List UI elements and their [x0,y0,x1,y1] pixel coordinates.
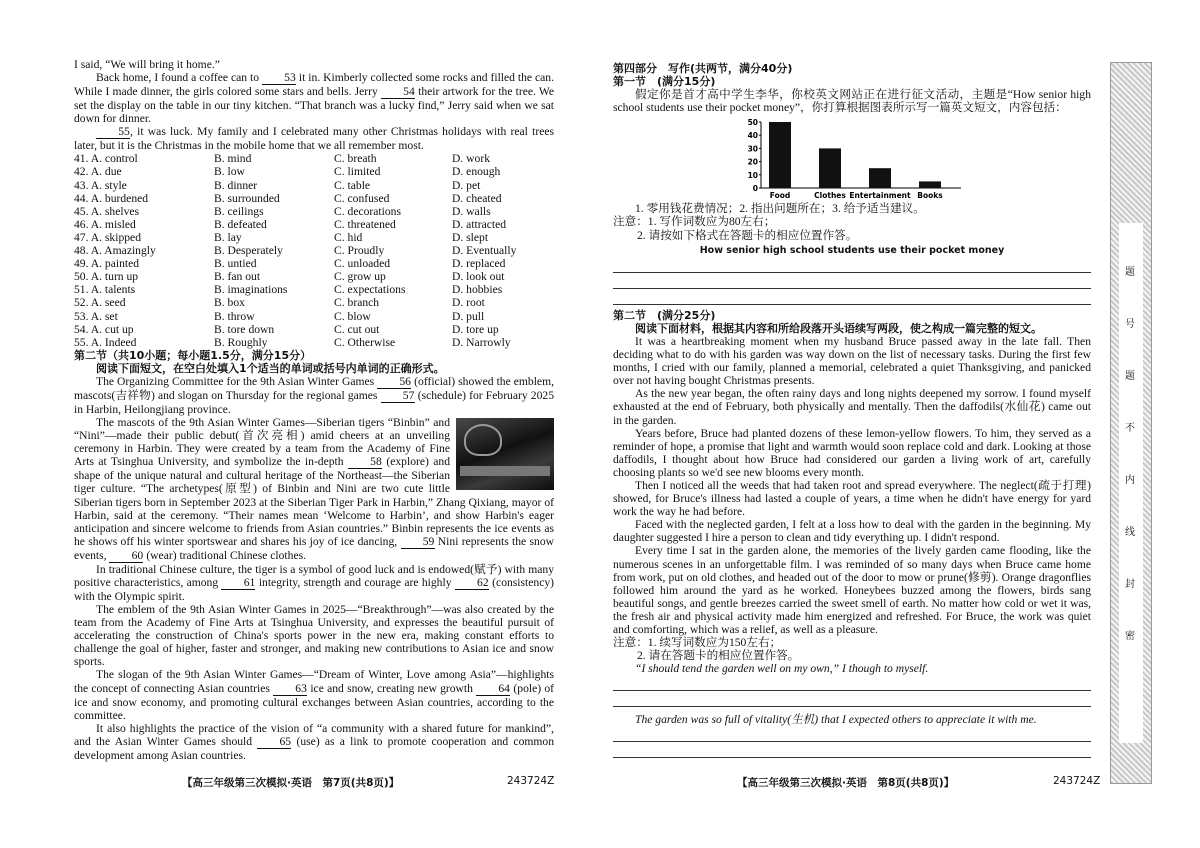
option-a[interactable]: 55. A. Indeed [74,335,137,349]
answer-line[interactable] [613,275,1091,289]
para-intro: I said, “We will bring it home.” [74,58,220,71]
option-b[interactable]: B. ceilings [214,204,264,218]
y-tick-label: 20 [747,157,758,167]
article-para-4: The emblem of the 9th Asian Winter Games in 2025—“Breakthrough”—was also created by the team from the Academy of Fine Arts at Tsinghua University, and expresses the beautiful pursuit of accelerating the construction of China's sports power in the new era, making constant efforts to challenge the goal of higher, faster and stronger, and making new contributions to Asian ice and snow sports. [74,603,554,669]
para-back-home: Back home, I found a coffee can to 53 it in. Kimberly collected some rocks and filled the can. While I made dinner, the girls colored some stars and bells. Jerry 54 their artwork for the tree. We set the display on the table in our tiny kitchen. “That branch was a lucky find,” Jerry said when we sat down for dinner. [74,71,555,126]
question-row [74,152,554,165]
question-row [74,296,554,309]
reading-para-2: As the new year began, the often rainy days and long nights deepened my sorrow. I found myself exhausted at the end of February, both physically and mentally. Then the daffodils(水仙花) came out in the garden. [613,387,1091,427]
answer-line[interactable] [613,728,1091,742]
question-row [74,323,554,336]
option-d[interactable]: D. work [452,152,490,166]
option-a[interactable]: 44. A. burdened [74,191,149,205]
question-row [74,283,554,296]
option-a[interactable]: 54. A. cut up [74,322,134,336]
option-c[interactable]: C. confused [334,191,390,205]
y-tick-label: 0 [752,184,758,194]
para-luck: 55, it was luck. My family and I celebrated many other Christmas holidays with real trees later, but it is the Christmas in the mobile home that we all remember most. [74,125,554,153]
strip-char: 号 [1125,319,1135,330]
option-c[interactable]: C. Otherwise [334,335,396,349]
option-a[interactable]: 53. A. set [74,309,118,323]
question-row [74,205,554,218]
option-b[interactable]: B. box [214,296,245,310]
option-d[interactable]: D. root [452,296,485,310]
continuation-note-label: 注意： [613,636,648,650]
y-tick-label: 40 [747,131,758,141]
option-c[interactable]: C. threatened [334,217,396,231]
reading-para-1: It was a heartbreaking moment when my husband Bruce passed away in the late fall. Then deciding what to do with his garden was way down on the list of necessary tasks. During the first few months, I cried with our family, planned a memorial, celebrated a quiet Thanksgiving, and panicked over not having bought Christmas presents. [613,334,1091,388]
option-b[interactable]: B. dinner [214,178,258,192]
blank-59[interactable]: 59 [401,536,435,549]
strip-char: 内 [1125,475,1135,486]
essay-title: How senior high school students use their pocket money [699,244,1005,256]
option-d[interactable]: D. Eventually [452,244,517,258]
option-b[interactable]: B. defeated [214,217,267,231]
option-a[interactable]: 50. A. turn up [74,270,139,284]
article-para-3: In traditional Chinese culture, the tiger is a symbol of good luck and is endowed(赋予) with many positive characteristics, among 61 integrity, strength and courage are highly 62 (consistency) with the Olympic spirit. [74,562,554,603]
option-d[interactable]: D. walls [452,204,491,218]
option-c[interactable]: C. decorations [334,204,401,218]
question-row [74,218,554,231]
answer-line[interactable] [613,744,1091,758]
option-b[interactable]: B. lay [214,230,242,244]
answer-line[interactable] [613,677,1091,691]
option-b[interactable]: B. tore down [214,322,275,336]
question-row [74,231,554,244]
left-page-code: 243724Z [507,775,555,787]
option-a[interactable]: 52. A. seed [74,296,126,310]
option-c[interactable]: C. blow [334,309,371,323]
emblem-icon [464,424,502,456]
option-a[interactable]: 49. A. painted [74,257,140,271]
left-footer: 【高三年级第三次模拟·英语 第7页(共8页)】 [182,777,400,789]
article-para-6: It also highlights the practice of the vision of “a community with a shared future for mankind”, and the Asian Winter Games should 65 (use) as a link to promote cooperation and common development among Asian countries. [74,721,554,762]
section-2-instruction-right: 阅读下面材料，根据其内容和所给段落开头语续写两段，使之构成一篇完整的短文。 [635,321,1042,335]
blank-56[interactable]: 56 [377,376,411,389]
section-2-instruction: 阅读下面短文，在空白处填入1个适当的单词或括号内单词的正确形式。 [96,361,445,375]
y-tick-label: 30 [747,144,758,154]
bar-books [919,182,941,189]
option-a[interactable]: 47. A. skipped [74,230,141,244]
option-c[interactable]: C. Proudly [334,244,385,258]
option-c[interactable]: C. grow up [334,270,386,284]
binding-strip-inner [1119,223,1143,743]
option-d[interactable]: D. look out [452,270,505,284]
paragraph-start-1: “I should tend the garden well on my own,” I though to myself. [635,662,929,676]
option-d[interactable]: D. hobbies [452,283,503,297]
option-b[interactable]: B. low [214,165,245,179]
blank-57[interactable]: 57 [381,390,415,403]
section-2-heading-right: 第二节 (满分25分) [613,308,716,322]
reading-para-6: Every time I sat in the garden alone, the memories of the lively garden came flooding, like the numerous scenes in an unforgettable film. I was reminded of so many days when Bruce came home from work, put on old clothes, and headed out of the door to mow or prune(修剪). Orange dragonflies followed him around the yard as he worked. Honeybees buzzed among the flowers, birds sang beautiful songs, and gentle breezes carried the sweet smell of earth. No matter how cold or wet it was, the fresh air and physical activity made him energized and refreshed. For Bruce, the work was quiet and comforting, which was a relief, as well as a pleasure. [613,544,1091,636]
option-a[interactable]: 45. A. shelves [74,204,140,218]
option-d[interactable]: D. slept [452,230,489,244]
x-tick-label: Books [917,191,943,201]
right-footer: 【高三年级第三次模拟·英语 第8页(共8页)】 [737,777,955,789]
option-c[interactable]: C. expectations [334,283,406,297]
continuation-note-1 [613,636,1091,649]
mascot-photo [456,418,554,490]
blank-64[interactable]: 64 [476,683,510,696]
option-d[interactable]: D. replaced [452,257,506,271]
blank-65[interactable]: 65 [257,736,291,749]
option-d[interactable]: D. enough [452,165,501,179]
pocket-money-bar-chart [739,116,969,202]
blank-60[interactable]: 60 [109,550,143,563]
option-b[interactable]: B. mind [214,152,252,166]
question-row [74,192,554,205]
article-para-2: The mascots of the 9th Asian Winter Games—Siberian tigers “Binbin” and “Nini”—made their public debut(首次亮相) amid cheers at an unveiling ceremony in Harbin. They were created by a team from the Academy of Fine Arts at Tsinghua University, and symbolize the in-depth 58 (explore) and shape of the unique natural and cultural heritage of the Northeast—the Siberian tiger culture. “The archetypes(原型) of Binbin and Nini are two cute little Siberian tigers born in September 2023 at the Siberian Tiger Park in Harbin,” Zhang Qixiang, mayor of Harbin, said at the ceremony. “Their names mean ‘Welcome to Harbin’, and show Harbin's eager anticipation and sincere welcome to friends from Asian countries.” Binbin represents the ice events as he shows off his winter sportswear and shares his joy of ice dancing, 59 Nini represents the snow events, 60 (wear) traditional Chinese clothes. [74,416,554,562]
question-row [74,244,554,257]
option-b[interactable]: B. fan out [214,270,261,284]
section-1-heading: 第一节 (满分15分) [613,75,716,89]
question-row [74,165,554,178]
blank-61[interactable]: 61 [221,577,255,590]
strip-char: 封 [1125,579,1135,590]
option-d[interactable]: D. Narrowly [452,335,511,349]
strip-char: 密 [1125,631,1135,642]
content-points: 1. 零用钱花费情况；2. 指出问题所在；3. 给予适当建议。 [635,202,925,216]
binding-strip [1110,62,1152,784]
right-page-code: 243724Z [1053,775,1101,787]
question-row [74,310,554,323]
strip-char: 不 [1125,423,1135,434]
x-tick-label: Food [769,191,791,201]
option-a[interactable]: 46. A. misled [74,217,136,231]
right-page [613,62,1091,758]
blank-54[interactable]: 54 [381,86,415,99]
answer-line[interactable] [613,693,1091,707]
question-row [74,179,554,192]
option-c[interactable]: C. hid [334,230,363,244]
strip-char: 题 [1125,371,1135,382]
blank-55[interactable]: 55 [96,126,130,139]
note-2: 2. 请按如下格式在答题卡的相应位置作答。 [637,228,858,242]
answer-line[interactable] [613,259,1091,273]
option-a[interactable]: 51. A. talents [74,283,136,297]
reading-para-3: Years before, Bruce had planted dozens of these lemon-yellow flowers. To him, they served as a reminder of hope, a promise that light and warmth would soon replace cold and dark. Looking at those daffodils, I thought about how Bruce had considered our garden a living work of art, carefully choosing plants so we'd see new blooms every month. [613,426,1091,479]
section-2-heading: 第二节（共10小题；每小题1.5分，满分15分） [74,348,312,362]
question-row [74,270,554,283]
option-d[interactable]: D. pull [452,309,485,323]
option-c[interactable]: C. branch [334,296,380,310]
x-tick-label: Entertainment [849,191,911,201]
blank-62[interactable]: 62 [455,577,489,590]
article-para-1: The Organizing Committee for the 9th Asian Winter Games 56 (official) showed the emblem, mascots(吉祥物) and slogan on Thursday for the regional games 57 (schedule) for February 2025 in Harbin, Heilongjiang province. [74,374,554,416]
reading-para-5: Faced with the neglected garden, I felt at a loss how to deal with the garden in the beginning. My daughter suggested I hire a person to clean and tidy everything up. I didn't respond. [613,518,1091,545]
x-tick-label: Clothes [814,191,846,201]
part-4-heading: 第四部分 写作(共两节，满分40分) [613,62,793,75]
option-b[interactable]: B. surrounded [214,191,280,205]
option-a[interactable]: 48. A. Amazingly [74,244,156,258]
option-c[interactable]: C. table [334,178,371,192]
question-options [74,152,554,348]
option-c[interactable]: C. limited [334,165,381,179]
option-d[interactable]: D. attracted [452,217,507,231]
note-1 [613,215,1091,228]
reading-para-4: Then I noticed all the weeds that had taken root and spread everywhere. The neglect(疏于打理) showed, for Bruce's illness had lasted a couple of years, a time when he didn't have energy for yard work the way he had before. [613,478,1091,519]
option-c[interactable]: C. breath [334,152,377,166]
option-b[interactable]: B. Roughly [214,335,268,349]
option-a[interactable]: 43. A. style [74,178,127,192]
blank-58[interactable]: 58 [348,456,382,469]
option-c[interactable]: C. unloaded [334,257,391,271]
writing-prompt: 假定你是首才高中学生李华，你校英文网站正在进行征文活动，主题是“How senior high school students use their pocket money”，你打算根据图表所示写一篇英文短文，内容包括： [613,88,1091,115]
option-a[interactable]: 41. A. control [74,152,138,166]
photo-banner [460,466,550,476]
article-para-5: The slogan of the 9th Asian Winter Games—“Dream of Winter, Love among Asia”—highlights the concept of connecting Asian countries 63 ice and snow, creating new growth 64 (pole) of ice and snow economy, and promoting cultural exchanges between Asian countries, according to the committee. [74,668,554,722]
option-c[interactable]: C. cut out [334,322,380,336]
y-tick-label: 10 [747,171,758,181]
y-tick-label: 50 [747,118,758,128]
question-row [74,336,554,349]
strip-char: 题 [1125,267,1135,278]
option-d[interactable]: D. cheated [452,191,502,205]
note-1-text: 1. 写作词数应为80左右； [647,215,776,229]
continuation-note-2: 2. 请在答题卡的相应位置作答。 [637,649,800,663]
blank-63[interactable]: 63 [273,683,307,696]
option-d[interactable]: D. tore up [452,322,499,336]
left-page [74,58,554,762]
strip-char: 线 [1125,527,1135,538]
option-d[interactable]: D. pet [452,178,481,192]
answer-line[interactable] [613,291,1091,305]
option-a[interactable]: 42. A. due [74,165,122,179]
continuation-note-1-text: 1. 续写词数应为150左右； [647,636,782,650]
paragraph-start-2: The garden was so full of vitality(生机) that I expected others to appreciate it with me. [635,713,1037,727]
bar-food [769,122,791,188]
question-row [74,257,554,270]
note-label: 注意： [613,215,648,229]
blank-53[interactable]: 53 [262,72,296,85]
bar-entertainment [869,169,891,189]
option-b[interactable]: B. throw [214,309,255,323]
option-b[interactable]: B. imaginations [214,283,288,297]
bar-clothes [819,149,841,189]
option-b[interactable]: B. untied [214,257,257,271]
option-b[interactable]: B. Desperately [214,244,283,258]
